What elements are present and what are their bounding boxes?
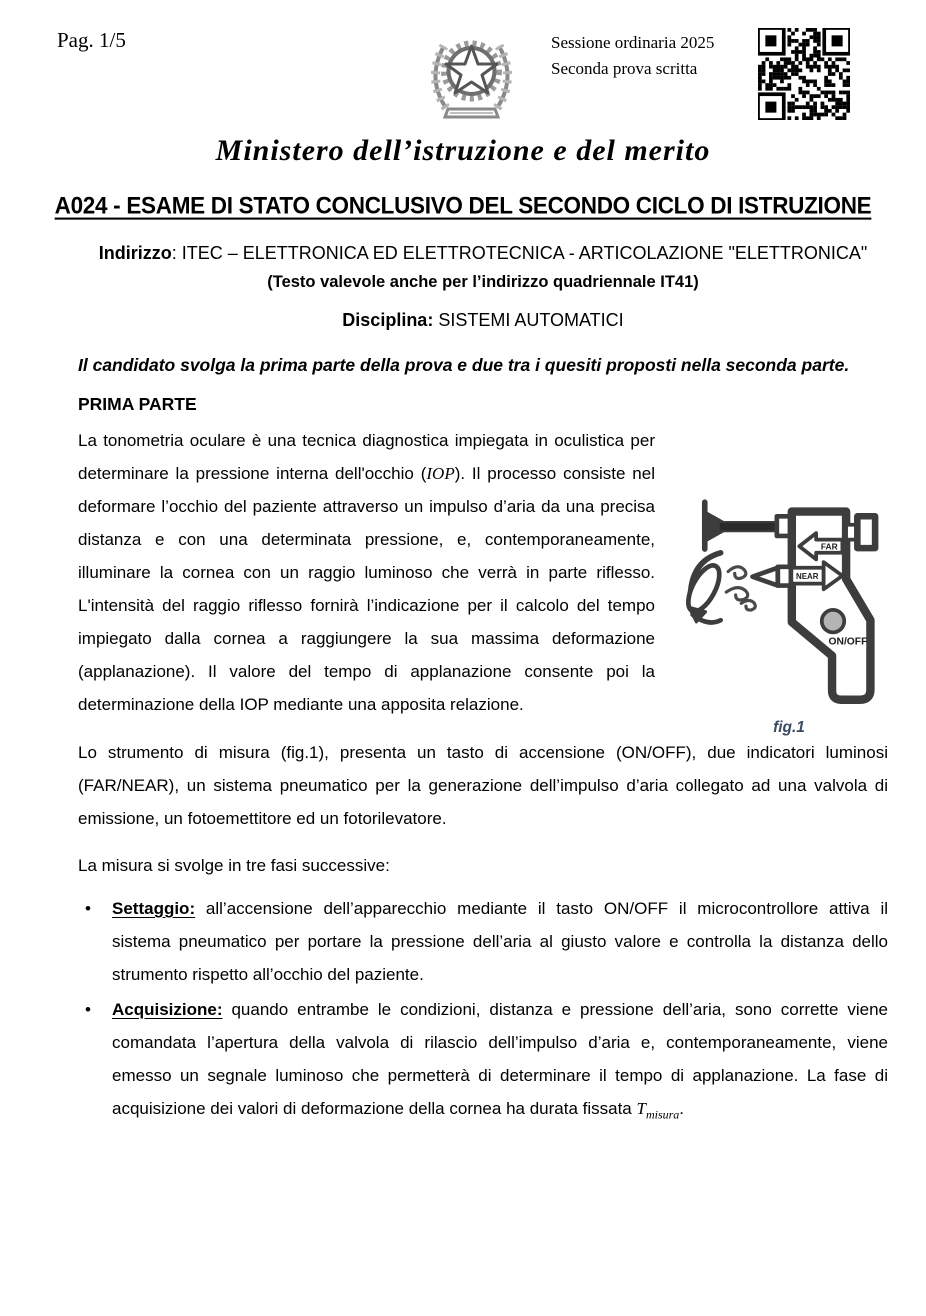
- t-misura-subscript: misura: [645, 1107, 680, 1122]
- figure-caption: fig.1: [773, 719, 805, 736]
- candidate-instruction: Il candidato svolga la prima parte della prova e due tra i quesiti proposti nella seconda parte.: [78, 355, 850, 375]
- figure-label-near: NEAR: [796, 571, 819, 581]
- qr-code: [758, 28, 850, 120]
- paragraph-fasi: La misura si svolge in tre fasi successive:: [78, 856, 390, 875]
- bullet-icon: •: [85, 1000, 91, 1019]
- settaggio-term: Settaggio:: [112, 899, 196, 918]
- figure-label-onoff: ON/OFF: [828, 636, 868, 648]
- paragraph-tonometria-text-a: La tonometria oculare è una tecnica diagnostica impiegata in oculistica per determinare la pressione interna dell'occhio (: [78, 431, 655, 483]
- figure-label-far: FAR: [820, 541, 838, 552]
- ministry-title: Ministero dell’istruzione e del merito: [215, 134, 711, 167]
- acquisizione-term: Acquisizione:: [112, 1000, 223, 1019]
- disciplina-value: SISTEMI AUTOMATICI: [433, 310, 624, 330]
- italy-emblem-icon: [424, 26, 519, 126]
- exam-title: A024 - ESAME DI STATO CONCLUSIVO DEL SECONDO CICLO DI ISTRUZIONE: [54, 192, 872, 219]
- session-line-1: Sessione ordinaria 2025: [551, 33, 715, 52]
- iop-variable: IOP: [426, 464, 455, 483]
- disciplina-line: [78, 310, 888, 331]
- indirizzo-line: [78, 243, 888, 264]
- section-heading-prima-parte: PRIMA PARTE: [78, 394, 197, 414]
- phase-list: [78, 892, 888, 1131]
- list-item-settaggio: [78, 892, 888, 991]
- session-line-2: Seconda prova scritta: [551, 59, 698, 78]
- settaggio-text: all’accensione dell’apparecchio mediante il tasto ON/OFF il microcontrollore attiva il sistema pneumatico per portare la pressione dell’aria al giusto valore e controlla la distanza dello strumento rispetto all’occhio del paziente.: [112, 899, 888, 984]
- session-info: [551, 30, 714, 82]
- acquisizione-period: .: [679, 1099, 685, 1118]
- page-number: Pag. 1/5: [57, 28, 126, 52]
- indirizzo-label: Indirizzo: [98, 243, 172, 263]
- list-item-acquisizione: [78, 993, 888, 1131]
- indirizzo-value: : ITEC – ELETTRONICA ED ELETTROTECNICA - ARTICOLAZIONE "ELETTRONICA": [171, 243, 868, 263]
- acquisizione-text: quando entrambe le condizioni, distanza e pressione dell’aria, sono corrette viene comandata l’apertura della valvola di rilascio dell’impulso d’aria e, contemporaneamente, viene emesso un segnale luminoso che permetterà di determinare il tempo di applanazione. La fase di acquisizione dei valori di deformazione della cornea ha durata fissata: [112, 1000, 888, 1118]
- bullet-icon: •: [85, 899, 91, 918]
- paragraph-strumento: Lo strumento di misura (fig.1), presenta un tasto di accensione (ON/OFF), due indicatori luminosi (FAR/NEAR), un sistema pneumatico per la generazione dell’impulso d’aria collegato ad una valvola di emissione, un fotoemettitore ed un fotorilevatore.: [78, 743, 888, 828]
- tonometer-illustration: [672, 474, 906, 713]
- t-misura-symbol: T: [636, 1099, 646, 1118]
- indirizzo-note: (Testo valevole anche per l’indirizzo quadriennale IT41): [267, 273, 699, 291]
- figure-tonometer: [672, 474, 906, 737]
- paragraph-tonometria-text-b: ). Il processo consiste nel deformare l’occhio del paziente attraverso un impulso d’aria da una precisa distanza e con una determinata pressione, e, contemporaneamente, illuminare la cornea con un raggio luminoso che verrà in parte riflesso. L'intensità del raggio riflesso fornirà l’indicazione per il calcolo del tempo impiegato dalla cornea a raggiungere la sua massima deformazione (applanazione). Il valore del tempo di applanazione consente poi la determinazione della IOP mediante una apposita relazione.: [78, 464, 655, 714]
- paragraph-tonometria: [78, 424, 655, 721]
- disciplina-label: Disciplina:: [342, 310, 434, 330]
- t-misura-variable: [636, 1099, 680, 1122]
